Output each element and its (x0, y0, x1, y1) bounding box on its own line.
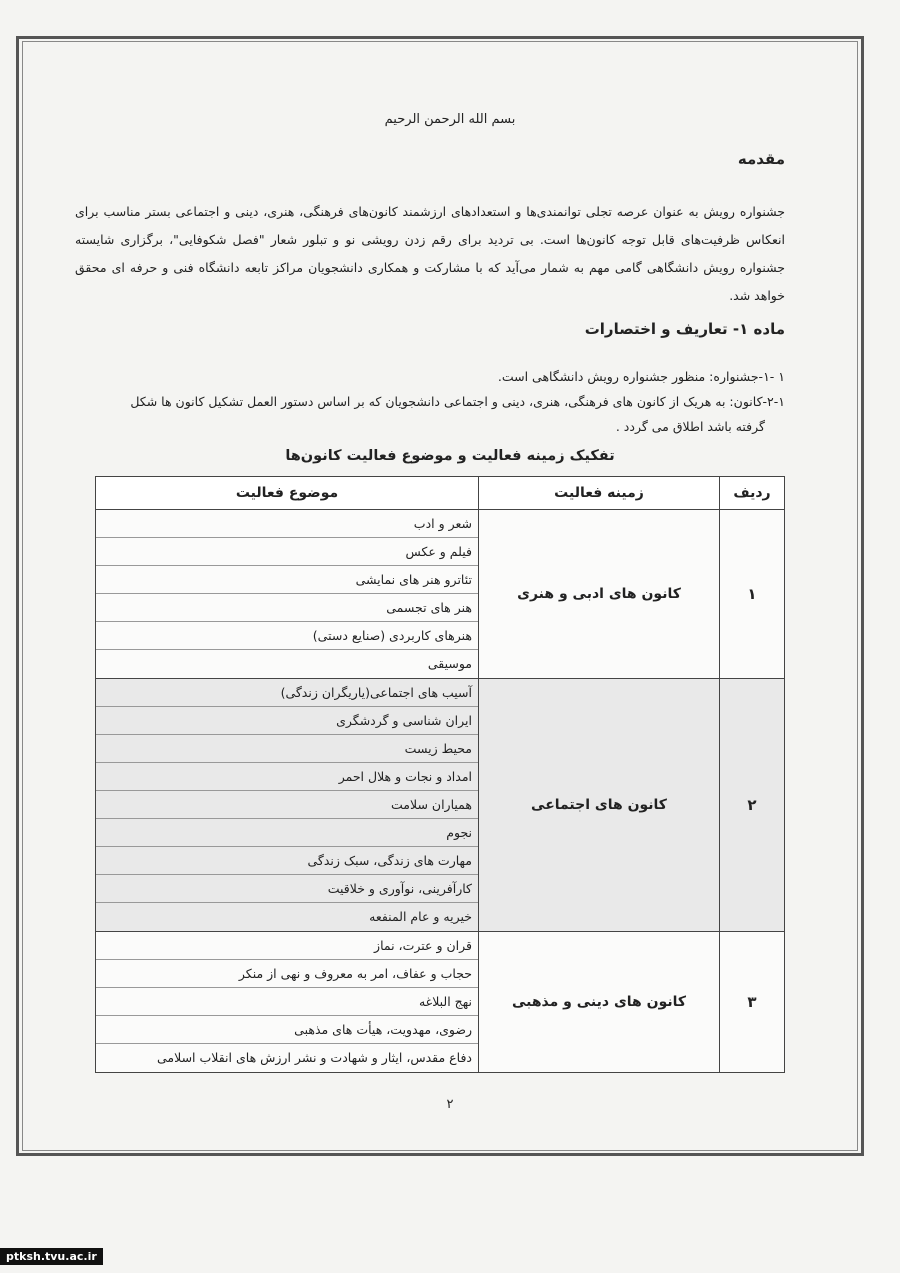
header-topic: موضوع فعالیت (96, 477, 479, 510)
topic-item: همیاران سلامت (96, 791, 478, 819)
topic-item: هنر های تجسمی (96, 594, 478, 622)
row-topics (96, 679, 479, 932)
topic-item: محیط زیست (96, 735, 478, 763)
definitions (75, 364, 785, 439)
topic-item: موسیقی (427, 656, 472, 671)
header-field: زمینه فعالیت (479, 477, 720, 510)
bismillah: بسم الله الرحمن الرحیم (384, 112, 516, 127)
table-header-row (96, 477, 785, 510)
row-number: ۱ (720, 510, 785, 679)
topic-item: هنرهای کاربردی (صنایع دستی) (96, 622, 478, 650)
table-row (96, 510, 785, 679)
definition-2-line-1: ۲-۱-کانون: به هریک از کانون های فرهنگی، هنری، دینی و اجتماعی دانشجویان که بر اساس دستور العمل تشکیل کانون ها شکل (130, 394, 785, 409)
topic-item: خیریه و عام المنفعه (369, 909, 472, 924)
table-title: تفکیک زمینه فعالیت و موضوع فعالیت کانون‌ها (285, 448, 615, 464)
site-watermark: ptksh.tvu.ac.ir (0, 1248, 103, 1265)
page-number: ۲ (446, 1097, 454, 1112)
activities-table (95, 476, 785, 1073)
table-row (96, 932, 785, 1073)
topic-item: دفاع مقدس، ایثار و شهادت و نشر ارزش های انقلاب اسلامی (157, 1050, 472, 1065)
row-topics (96, 932, 479, 1073)
topic-item: حجاب و عفاف، امر به معروف و نهی از منکر (96, 960, 478, 988)
topic-item: مهارت های زندگی، سبک زندگی (96, 847, 478, 875)
topic-item: شعر و ادب (96, 510, 478, 538)
topic-item: نهج البلاغه (96, 988, 478, 1016)
topic-item: فیلم و عکس (96, 538, 478, 566)
row-field: کانون های اجتماعی (479, 679, 720, 932)
topic-item: قران و عترت، نماز (96, 932, 478, 960)
topic-item: تئاترو هنر های نمایشی (96, 566, 478, 594)
topic-item: نجوم (96, 819, 478, 847)
definition-1: ۱ -۱-جشنواره: منظور جشنواره رویش دانشگاهی است. (497, 369, 785, 384)
topic-item: امداد و نجات و هلال احمر (96, 763, 478, 791)
intro-heading: مقدمه (737, 150, 785, 168)
row-field: کانون های ادبی و هنری (479, 510, 720, 679)
topic-item: آسیب های اجتماعی(یاریگران زندگی) (96, 679, 478, 707)
table-row (96, 679, 785, 932)
topic-item: رضوی، مهدویت، هیأت های مذهبی (96, 1016, 478, 1044)
row-number: ۲ (720, 679, 785, 932)
header-row-number: ردیف (720, 477, 785, 510)
row-field: کانون های دینی و مذهبی (479, 932, 720, 1073)
intro-paragraph: جشنواره رویش به عنوان عرصه تجلی توانمندی‌ها و استعدادهای ارزشمند کانون‌های فرهنگی، هنری، دینی و اجتماعی بستر مناسب برای انعکاس ظرفیت‌های قابل توجه کانون‌ها است. بی تردید برای رقم زدن رویشی نو و تبلور شعار "فصل شکوفایی"، برگزاری شایسته جشنواره رویش دانشگاهی گامی مهم به شمار می‌آید که با مشارکت و همکاری دانشجویان مراکز تابعه دانشگاه فنی و حرفه ای محقق خواهد شد. (75, 204, 785, 303)
article-heading: ماده ۱- تعاریف و اختصارات (584, 320, 785, 338)
row-topics (96, 510, 479, 679)
row-number: ۳ (720, 932, 785, 1073)
topic-item: کارآفرینی، نوآوری و خلاقیت (96, 875, 478, 903)
definition-2-line-2: گرفته باشد اطلاق می گردد . (615, 419, 765, 434)
topic-item: ایران شناسی و گردشگری (96, 707, 478, 735)
